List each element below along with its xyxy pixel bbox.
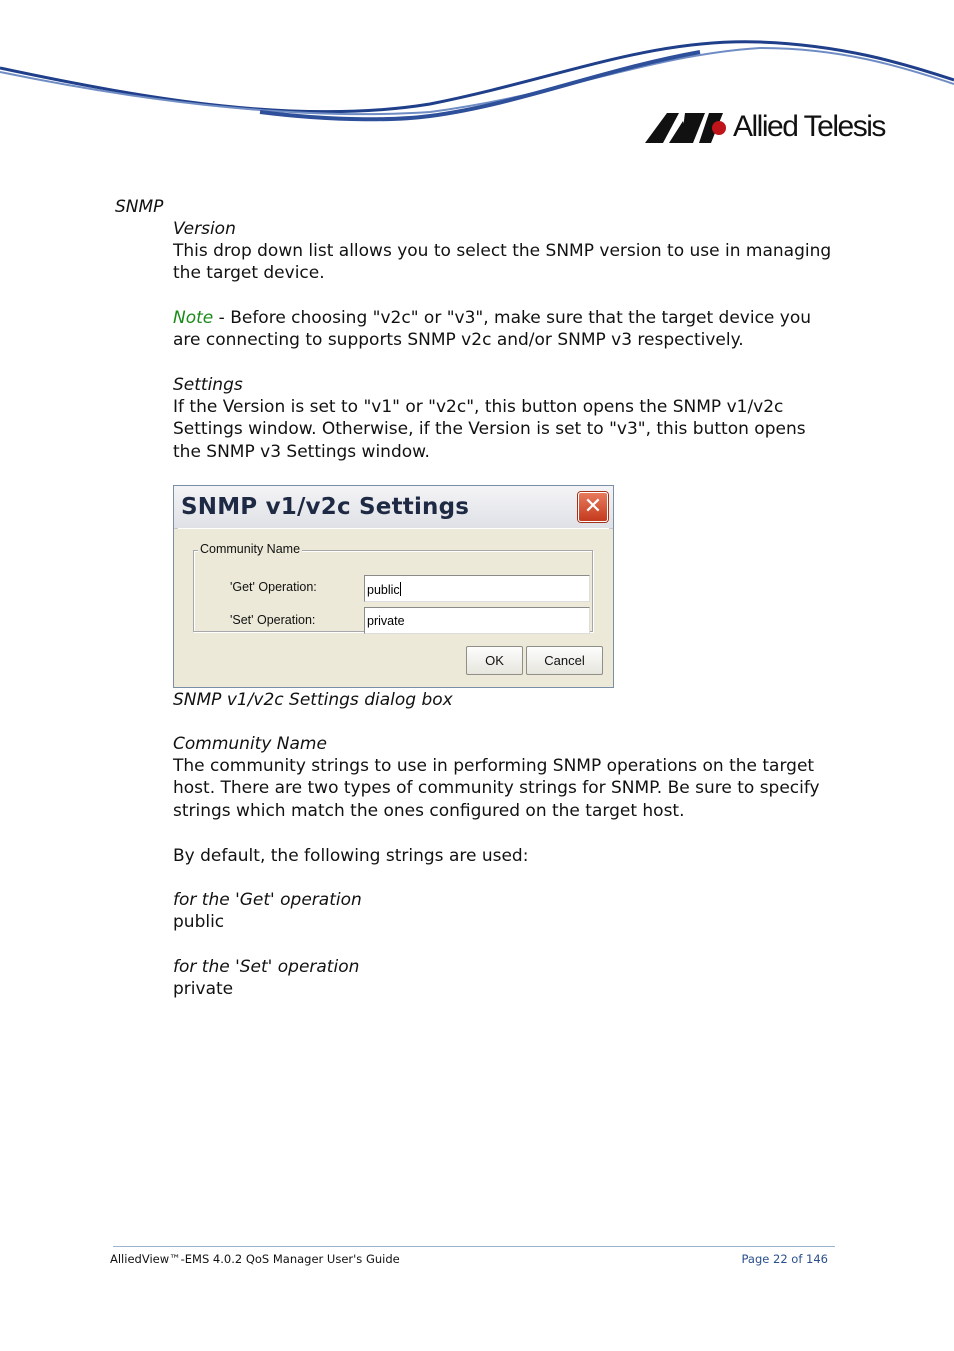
footer-divider [113, 1246, 835, 1247]
allied-telesis-logo [645, 108, 905, 148]
footer-page-number: Page 22 of 146 [741, 1252, 828, 1266]
get-operation-default: public [173, 912, 225, 932]
text-caret [400, 582, 401, 596]
group-label: Community Name [200, 542, 301, 556]
version-description: This drop down list allows you to select the SNMP version to use in managing the target device. [173, 241, 832, 284]
get-operation-heading: for the 'Get' operation [173, 890, 362, 910]
cancel-button[interactable]: Cancel [526, 646, 603, 675]
default-strings-text: By default, the following strings are used: [173, 846, 529, 866]
section-title: SNMP [115, 197, 164, 217]
footer-guide-title: AlliedView™-EMS 4.0.2 QoS Manager User's Guide [110, 1252, 400, 1266]
set-operation-value: private [367, 614, 405, 628]
settings-description: If the Version is set to "v1" or "v2c", this button opens the SNMP v1/v2c Settings window. Otherwise, if the Version is set to "v3", this button opens the SNMP v3 Settings window. [173, 397, 806, 462]
get-operation-value: public [367, 583, 400, 597]
snmp-settings-dialog [173, 485, 614, 688]
note-text: - Before choosing "v2c" or "v3", make sure that the target device you are connecting to supports SNMP v2c and/or SNMP v3 respectively. [173, 308, 812, 351]
dialog-caption: SNMP v1/v2c Settings dialog box [173, 690, 453, 710]
get-operation-label: 'Get' Operation: [230, 580, 317, 594]
community-heading: Community Name [173, 734, 327, 754]
dialog-titlebar [174, 486, 613, 529]
set-operation-label: 'Set' Operation: [230, 613, 316, 627]
logo-mark-icon [645, 113, 729, 143]
community-name-group [193, 542, 593, 632]
dialog-title: SNMP v1/v2c Settings [181, 494, 470, 520]
logo-text: Allied Telesis [733, 110, 885, 143]
community-description: The community strings to use in performing SNMP operations on the target host. There are two types of community strings for SNMP. Be sure to specify strings which match the ones configured on the target host. [173, 756, 820, 821]
note-label: Note [173, 308, 214, 328]
set-operation-default: private [173, 979, 234, 999]
note-paragraph [173, 307, 833, 352]
close-icon[interactable]: ✕ [578, 492, 608, 522]
version-heading: Version [173, 219, 236, 239]
set-operation-input[interactable] [364, 607, 590, 634]
settings-heading: Settings [173, 375, 243, 395]
ok-button[interactable]: OK [466, 646, 523, 675]
get-operation-input[interactable] [364, 575, 590, 602]
set-operation-heading: for the 'Set' operation [173, 957, 360, 977]
